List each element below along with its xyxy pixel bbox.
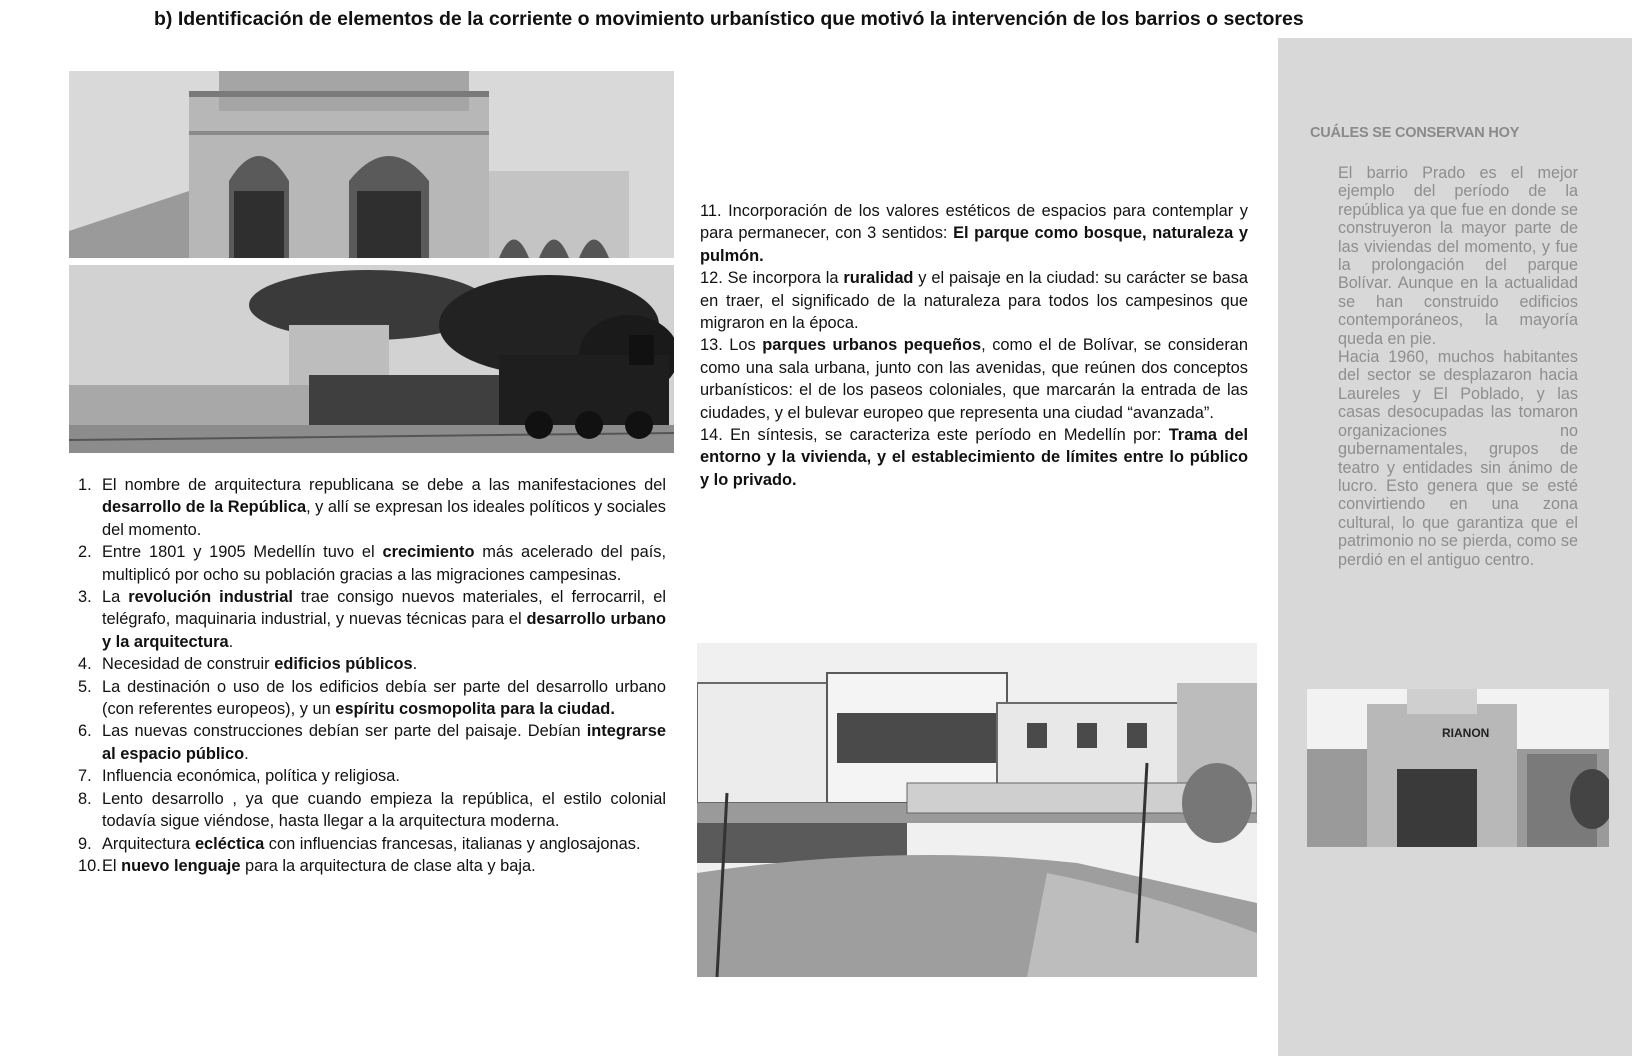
text-segment: La bbox=[102, 588, 129, 607]
bold-text: integrarse al espacio público bbox=[102, 722, 666, 763]
train-photo bbox=[69, 265, 674, 453]
text-segment: y el paisaje en la ciudad: su carácter se basa en traer, el significado de la naturaleza para todos los campesinos que migraron en la época. bbox=[700, 269, 1249, 333]
list-item bbox=[78, 541, 666, 586]
bold-text: crecimiento bbox=[382, 543, 475, 562]
text-segment: El nombre de arquitectura republicana se debe a las manifestaciones del bbox=[102, 476, 666, 494]
bold-text: nuevo lenguaje bbox=[121, 856, 241, 875]
page-title: b) Identificación de elementos de la corriente o movimiento urbanístico que motivó la intervención de los barrios o sectores bbox=[154, 8, 1304, 30]
text-segment: 11. Incorporación de los valores estéticos de espacios para contemplar y para permanecer, con 3 sentidos: bbox=[700, 202, 1248, 243]
text-segment: El bbox=[102, 856, 122, 875]
list-item bbox=[78, 765, 666, 787]
list-number: 6. bbox=[78, 722, 92, 741]
text-segment: , y allí se expresan los ideales políticos y sociales del momento. bbox=[102, 498, 666, 539]
text-segment: Necesidad de construir bbox=[102, 655, 275, 674]
list-item bbox=[78, 474, 666, 541]
text-segment: La destinación o uso de los edificios debía ser parte del desarrollo urbano (con referentes europeos), y un bbox=[102, 677, 666, 719]
text-segment: más acelerado del país, multiplicó por ocho su población gracias a las migraciones campesinas. bbox=[102, 543, 666, 584]
bold-text: ecléctica bbox=[194, 834, 265, 853]
list-number: 3. bbox=[78, 588, 92, 607]
text-segment: 13. Los bbox=[700, 336, 763, 355]
text-segment: , como el de Bolívar, se consideran como una sala urbana, junto con las avenidas, que reúnen dos conceptos urbanísticos: el de los paseos coloniales, que marcarán la entrada de las ciudades, y el bulevar europeo que representa una ciudad “avanzada”. bbox=[700, 336, 1249, 422]
principles-list bbox=[78, 474, 666, 877]
text-segment: 14. En síntesis, se caracteriza este período en Medellín por: bbox=[700, 426, 1169, 445]
text-segment: Entre 1801 y 1905 Medellín tuvo el bbox=[102, 543, 383, 562]
theater-photo bbox=[1307, 689, 1609, 847]
list-item bbox=[78, 855, 666, 877]
list-item bbox=[78, 788, 666, 833]
sidebar-text bbox=[1338, 164, 1578, 569]
houses-park-photo bbox=[697, 643, 1257, 977]
list-number: 8. bbox=[78, 789, 92, 808]
list-number: 5. bbox=[78, 677, 92, 696]
list-item bbox=[78, 653, 666, 675]
sidebar-title: CUÁLES SE CONSERVAN HOY bbox=[1310, 125, 1520, 141]
bold-text: espíritu cosmopolita para la ciudad. bbox=[335, 700, 615, 719]
text-segment: con influencias francesas, italianas y anglosajonas. bbox=[264, 834, 641, 853]
sidebar-paragraph: Hacia 1960, muchos habitantes del sector se desplazaron hacia Laureles y El Poblado, y las casas desocupadas las tomaron organizaciones no gubernamentales, grupos de teatro y entidades sin ánimo de lucro. Esto genera que se esté convirtiendo en una zona cultural, lo que garantiza que el patrimonio no se pierda, como se perdió en el antiguo centro. bbox=[1338, 348, 1578, 569]
bold-text: Trama del entorno y la vivienda, y el establecimiento de límites entre lo público y lo privado. bbox=[700, 426, 1249, 489]
text-segment: Arquitectura bbox=[102, 834, 195, 853]
list-item bbox=[78, 586, 666, 653]
theater-sign: RIANON bbox=[1442, 726, 1490, 740]
list-item bbox=[78, 720, 666, 765]
list-item bbox=[700, 334, 1248, 424]
text-segment: Las nuevas construcciones debían ser parte del paisaje. Debían bbox=[102, 722, 587, 741]
station-building-photo bbox=[69, 71, 674, 258]
text-segment: Lento desarrollo , ya que cuando empieza la república, el estilo colonial todavía sigue viéndose, hasta llegar a la arquitectura moderna. bbox=[102, 789, 666, 831]
list-number: 1. bbox=[78, 476, 92, 494]
text-segment: . bbox=[412, 655, 418, 674]
list-number: 7. bbox=[78, 767, 92, 786]
text-segment: . bbox=[244, 744, 249, 763]
list-item bbox=[78, 676, 666, 721]
list-item bbox=[78, 833, 666, 855]
bold-text: ruralidad bbox=[843, 269, 914, 288]
bold-text: revolución industrial bbox=[128, 588, 293, 607]
sidebar-paragraph: El barrio Prado es el mejor ejemplo del período de la república ya que fue en donde se construyeron la mayor parte de las viviendas del momento, y fue la prolongación del parque Bolívar. Aunque en la actualidad se han construido edificios contemporáneos, la mayoría queda en pie. bbox=[1338, 164, 1578, 348]
bold-text: El parque como bosque, naturaleza y pulmón. bbox=[700, 224, 1248, 265]
list-item bbox=[700, 200, 1248, 267]
text-segment: 12. Se incorpora la bbox=[700, 269, 844, 288]
bold-text: edificios públicos bbox=[274, 655, 413, 674]
text-segment: . bbox=[228, 632, 234, 651]
principles-list-continued bbox=[700, 200, 1248, 491]
list-item bbox=[700, 424, 1248, 491]
list-item bbox=[700, 267, 1248, 334]
text-segment: para la arquitectura de clase alta y baja. bbox=[240, 856, 536, 875]
text-segment: Influencia económica, política y religiosa. bbox=[102, 767, 400, 786]
list-number: 4. bbox=[78, 655, 92, 674]
bold-text: desarrollo urbano y la arquitectura bbox=[102, 610, 666, 651]
list-number: 9. bbox=[78, 834, 92, 853]
list-number: 10. bbox=[78, 856, 101, 875]
bold-text: desarrollo de la República bbox=[102, 498, 307, 517]
list-number: 2. bbox=[78, 543, 92, 562]
bold-text: parques urbanos pequeños bbox=[762, 336, 982, 355]
text-segment: trae consigo nuevos materiales, el ferrocarril, el telégrafo, maquinaria industrial, y nuevas técnicas para el bbox=[102, 588, 666, 629]
